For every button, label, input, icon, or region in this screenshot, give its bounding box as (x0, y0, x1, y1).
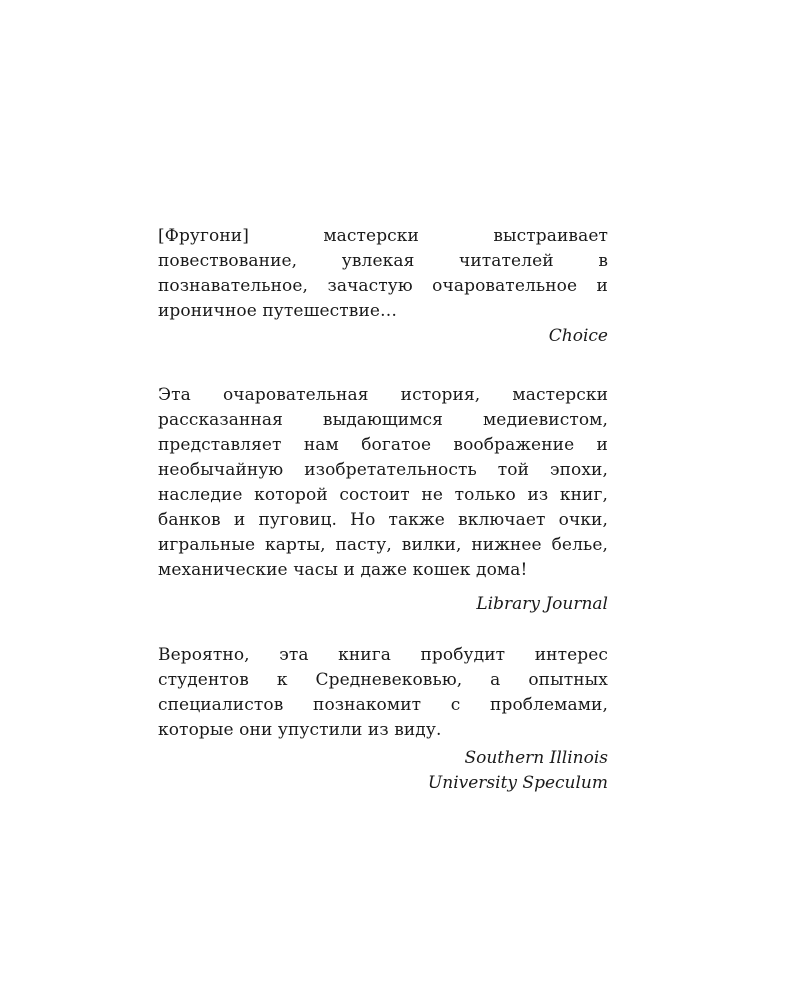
review-text: Эта очаровательная история, мастерски рассказанная выдающимся медиевистом, представляет нам богатое воображение и необычайную изобретательность той эпохи, наследие которой состоит не только из книг, банков и пуговиц. Но также включает очки, игральные карты, пасту, вилки, нижнее белье, механические часы и даже кошек дома! (158, 385, 608, 580)
review-text: Вероятно, эта книга пробудит интерес студентов к Средневековью, а опытных специалистов познакомит с проблемами, которые они упустили из виду. (158, 645, 608, 740)
review-source (158, 324, 608, 349)
review-source-line: Southern Illinois (464, 748, 608, 768)
review-source-line: University Speculum (427, 773, 608, 793)
review-source (158, 746, 608, 796)
review-quote (158, 643, 608, 796)
review-source-line: Choice (548, 326, 608, 346)
review-quote (158, 224, 608, 349)
reviews-column (158, 224, 608, 796)
review-source-line: Library Journal (476, 594, 608, 614)
review-source (158, 592, 608, 617)
review-quote (158, 383, 608, 617)
review-text: [Фругони] мастерски выстраивает повествование, увлекая читателей в познавательное, зачастую очаровательное и ироничное путешествие… (158, 226, 608, 321)
